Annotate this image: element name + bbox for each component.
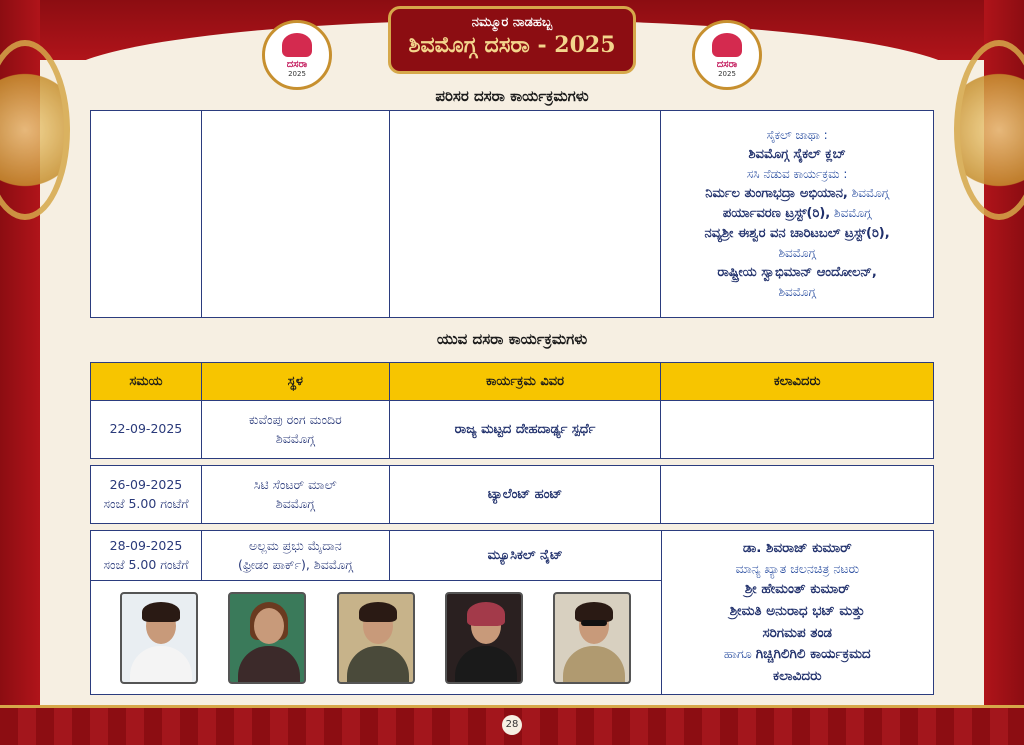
left-ornament-icon <box>0 40 70 220</box>
cycle-org: ಶಿವಮೊಗ್ಗ ಸೈಕಲ್ ಕ್ಲಬ್ <box>748 147 846 163</box>
logo-emblem-icon <box>712 33 742 57</box>
logo-year: 2025 <box>288 69 306 78</box>
yuva-section-title: ಯುವ ದಸರಾ ಕಾರ್ಯಕ್ರಮಗಳು <box>436 330 588 348</box>
venue-text: ಕುವೆಂಪು ರಂಗ ಮಂದಿರ <box>248 412 342 428</box>
logo-year: 2025 <box>718 69 736 78</box>
empty-cell <box>201 111 389 318</box>
artist-name: ಗಿಚ್ಚಿಗಿಲಿಗಿಲಿ ಕಾರ್ಯಕ್ರಮದ <box>755 646 871 663</box>
artist-photo <box>228 592 306 684</box>
logo-text: ದಸರಾ <box>286 58 308 70</box>
empty-cell <box>91 111 202 318</box>
logo-text: ದಸರಾ <box>716 58 738 70</box>
row-venue <box>201 401 389 459</box>
org-name: ಪರ್ಯಾವರಣ ಟ್ರಸ್ಟ್(ರಿ), <box>722 205 831 221</box>
row-artists <box>661 401 934 459</box>
venue-text: ಅಲ್ಲಮ ಪ್ರಭು ಮೈದಾನ <box>249 538 342 554</box>
org-place: ಶಿವಮೊಗ್ಗ <box>778 284 816 299</box>
artist-name: ಶ್ರೀ ಹೇಮಂತ್ ಕುಮಾರ್ <box>744 581 850 598</box>
org-place: ಶಿವಮೊಗ್ಗ <box>847 185 889 200</box>
header-plaque <box>388 6 636 74</box>
time-text: 22-09-2025 <box>109 421 183 437</box>
col-header-venue: ಸ್ಥಳ <box>201 363 389 401</box>
row-venue <box>201 531 389 581</box>
venue-text: (ಫ್ರೀಡಂ ಪಾರ್ಕ್), ಶಿವಮೊಗ್ಗ <box>237 556 353 572</box>
parisara-organizers <box>661 111 934 318</box>
cycle-label: ಸೈಕಲ್ ಜಾಥಾ : <box>766 128 828 143</box>
artist-photo <box>120 592 198 684</box>
org-place: ಶಿವಮೊಗ್ಗ <box>778 246 816 261</box>
parisara-section-title: ಪರಿಸರ ದಸರಾ ಕಾರ್ಯಕ್ರಮಗಳು <box>435 87 589 105</box>
logo-emblem-icon <box>282 33 312 57</box>
col-header-event: ಕಾರ್ಯಕ್ರಮ ವಿವರ <box>389 363 661 401</box>
yuva-header-table <box>90 362 934 401</box>
page-title: ಶಿವಮೊಗ್ಗ ದಸರಾ - 2025 <box>408 32 616 58</box>
parisara-table <box>90 110 934 318</box>
table-row <box>90 400 934 459</box>
col-header-artists: ಕಲಾವಿದರು <box>661 363 934 401</box>
table-row <box>90 530 934 695</box>
org-line <box>665 184 929 204</box>
org-name: ನವ್ಯಶ್ರೀ ಈಶ್ವರ ವನ ಚಾರಿಟಬಲ್ ಟ್ರಸ್ಟ್(ರಿ), <box>704 226 890 242</box>
page-number: 28 <box>502 715 522 735</box>
venue-text: ಸಿಟಿ ಸೆಂಟರ್ ಮಾಲ್ <box>253 477 337 493</box>
artist-photos <box>91 581 662 695</box>
artist-photo <box>445 592 523 684</box>
row-event: ರಾಜ್ಯ ಮಟ್ಟದ ದೇಹದಾರ್ಢ್ಯ ಸ್ಪರ್ಧೆ <box>389 401 661 459</box>
venue-text: ಶಿವಮೊಗ್ಗ <box>275 495 315 511</box>
dasara-logo-right <box>692 20 762 90</box>
row-time <box>91 466 202 524</box>
row-time <box>91 531 202 581</box>
org-name: ನಿರ್ಮಲ ತುಂಗಾಭದ್ರಾ ಅಭಿಯಾನ, <box>705 185 848 201</box>
artist-photo <box>337 592 415 684</box>
artist-desc: ಮಾನ್ಯ ಖ್ಯಾತ ಚಲನಚಿತ್ರ ನಟರು <box>735 561 860 577</box>
time-text: ಸಂಜೆ 5.00 ಗಂಟೆಗೆ <box>103 556 189 572</box>
time-text: ಸಂಜೆ 5.00 ಗಂಟೆಗೆ <box>103 495 189 511</box>
empty-cell <box>389 111 661 318</box>
artist-name: ಕಲಾವಿದರು <box>773 667 822 684</box>
row-artists <box>661 466 934 524</box>
row-event: ಮ್ಯೂಸಿಕಲ್ ನೈಟ್ <box>389 531 661 581</box>
artist-name: ಶ್ರೀಮತಿ ಅನುರಾಧ ಭಟ್ ಮತ್ತು <box>729 602 865 619</box>
row-venue <box>201 466 389 524</box>
artist-name: ಸರಿಗಮಪ ತಂಡ <box>762 624 833 641</box>
time-text: 28-09-2025 <box>109 538 183 554</box>
table-row <box>90 465 934 524</box>
venue-text: ಶಿವಮೊಗ್ಗ <box>275 430 315 446</box>
row-artists <box>661 531 933 695</box>
time-text: 26-09-2025 <box>109 477 183 493</box>
org-line <box>665 204 929 224</box>
header-subtitle: ನಮ್ಮೂರ ನಾಡಹಬ್ಬ <box>471 15 553 30</box>
dasara-logo-left <box>262 20 332 90</box>
artist-photo <box>553 592 631 684</box>
artist-name: ಡಾ. ಶಿವರಾಜ್ ಕುಮಾರ್ <box>742 539 852 556</box>
row-time <box>91 401 202 459</box>
col-header-time: ಸಮಯ <box>91 363 202 401</box>
org-place: ಶಿವಮೊಗ್ಗ <box>830 205 872 220</box>
artist-desc: ಹಾಗೂ <box>723 646 756 662</box>
artist-line <box>666 644 929 666</box>
row-event: ಟ್ಯಾಲೆಂಟ್ ಹಂಟ್ <box>389 466 661 524</box>
plant-label: ಸಸಿ ನೆಡುವ ಕಾರ್ಯಕ್ರಮ : <box>746 167 848 182</box>
org-name: ರಾಷ್ಟ್ರೀಯ ಸ್ವಾಭಿಮಾನ್ ಆಂದೋಲನ್, <box>717 264 877 280</box>
right-ornament-icon <box>954 40 1024 220</box>
